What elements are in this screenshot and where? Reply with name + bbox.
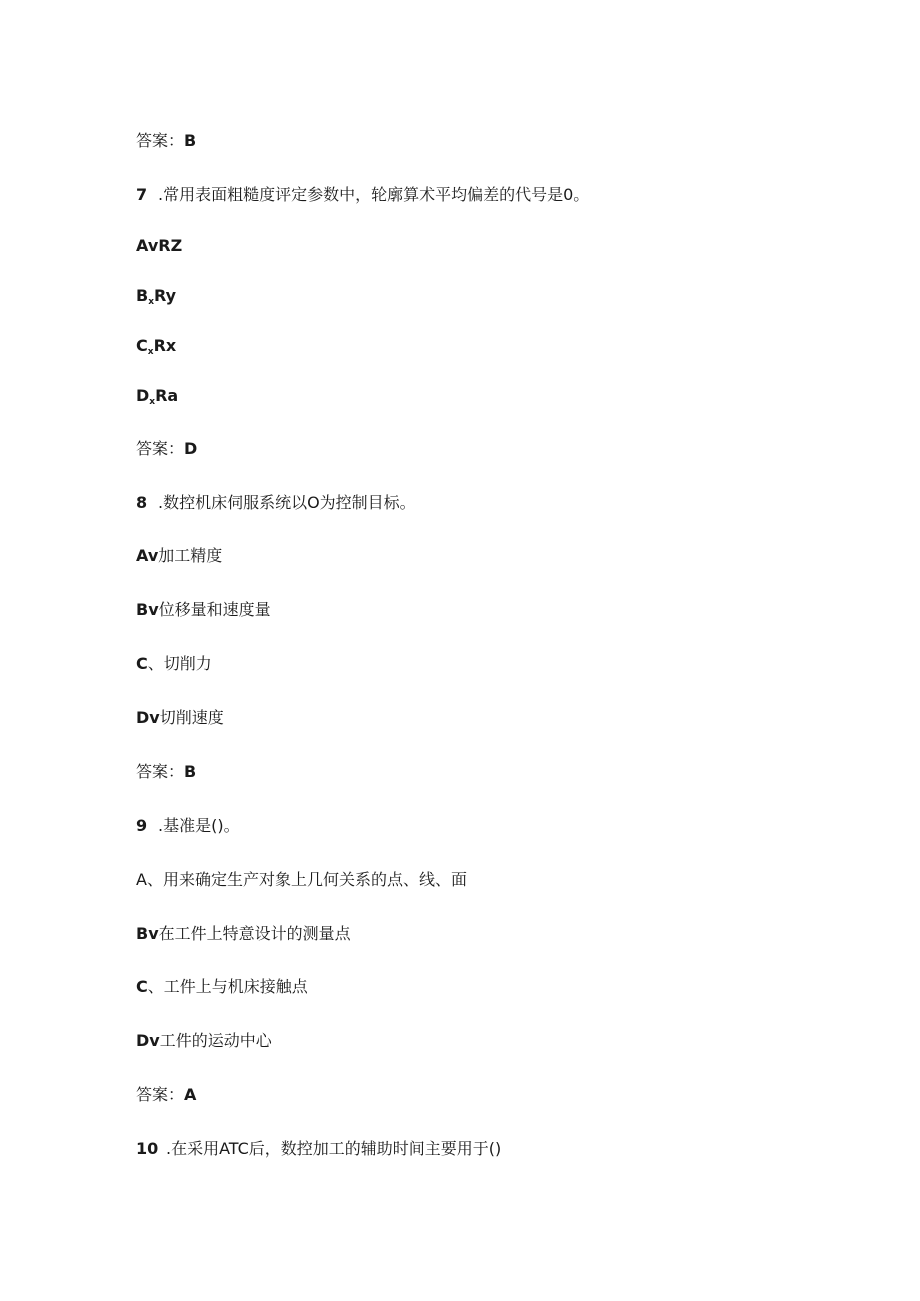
question-9: 9 .基准是()。 <box>136 816 240 835</box>
question-8: 8 .数控机床伺服系统以O为控制目标。 <box>136 493 416 512</box>
option-a: A、用来确定生产对象上几何关系的点、线、面 <box>136 870 467 889</box>
answer-line: 答案：B <box>136 762 197 781</box>
option-c: $C_xRx$ <box>136 336 177 357</box>
question-10: 10 .在采用ATC后，数控加工的辅助时间主要用于() <box>136 1139 502 1158</box>
answer-line: 答案：B <box>136 131 197 150</box>
answer-line: 答案：D <box>136 439 198 458</box>
option-b: Bv位移量和速度量 <box>136 600 271 619</box>
option-a: AvRZ <box>136 236 183 255</box>
option-d: Dv工件的运动中心 <box>136 1031 272 1050</box>
option-c: C、工件上与机床接触点 <box>136 977 308 996</box>
option-b: Bv在工件上特意设计的测量点 <box>136 924 351 943</box>
answer-line: 答案：A <box>136 1085 197 1104</box>
option-a: Av加工精度 <box>136 546 223 565</box>
option-c: C、切削力 <box>136 654 212 673</box>
option-d: Dv切削速度 <box>136 708 224 727</box>
option-b: $B_xRy$ <box>136 286 177 307</box>
option-d: $D_xRa$ <box>136 386 179 407</box>
question-7: 7 .常用表面粗糙度评定参数中，轮廓算术平均偏差的代号是0。 <box>136 185 590 204</box>
